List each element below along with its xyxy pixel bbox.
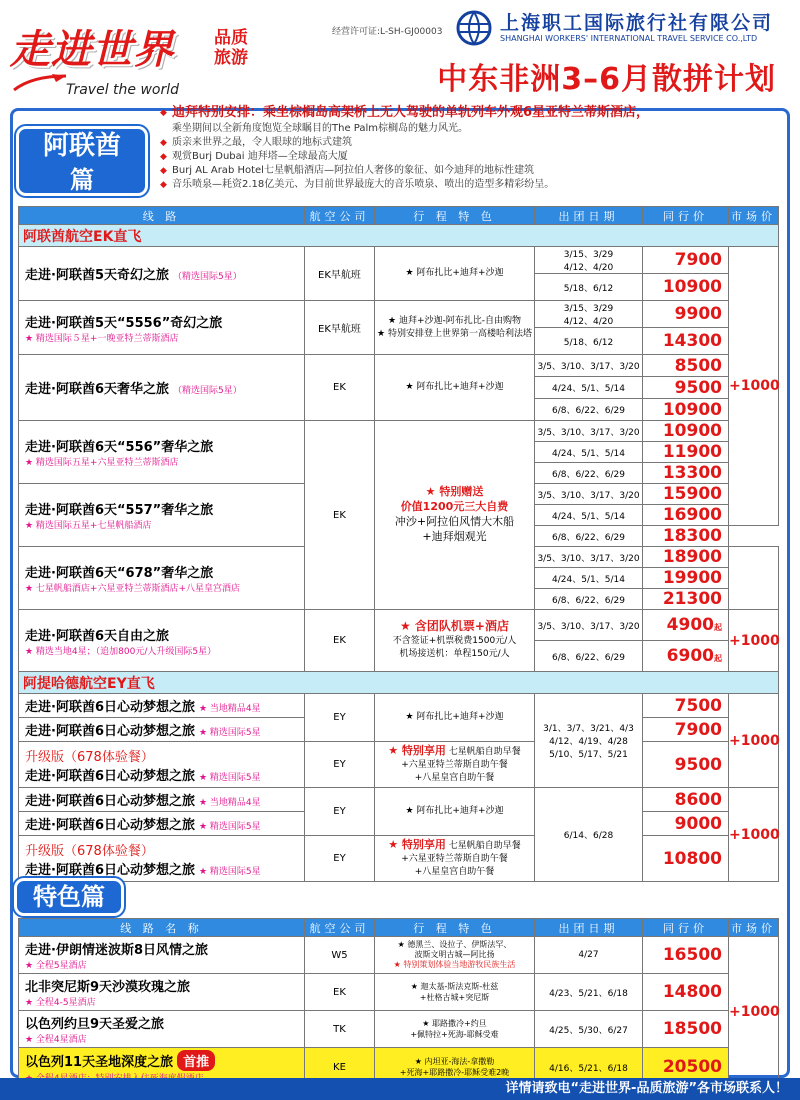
route-cell bbox=[19, 547, 305, 610]
feature-route-table bbox=[18, 918, 779, 1087]
route-cell bbox=[19, 836, 305, 882]
price-value: 4900 bbox=[666, 615, 714, 635]
route-cell bbox=[19, 788, 305, 812]
section-tag-feature: 特色篇 bbox=[14, 878, 124, 916]
date-cell: 4/27 bbox=[535, 937, 643, 974]
route-cell bbox=[19, 974, 305, 1011]
header-itinerary: 行 程 特 色 bbox=[375, 207, 535, 225]
date-cell bbox=[535, 694, 643, 788]
price-cell: 18500 bbox=[643, 1011, 729, 1048]
date-cell: 6/8、6/22、6/29 bbox=[535, 463, 643, 484]
intro-line: ◆ 音乐喷泉—耗资2.18亿美元、为目前世界最庞大的音乐喷泉、喷出的造型多精彩纷呈。 bbox=[160, 178, 790, 192]
itinerary-line: +八星皇宫自助午餐 bbox=[414, 773, 495, 783]
route-cell bbox=[19, 610, 305, 672]
table-header-row bbox=[19, 919, 779, 937]
price-cell: 11900 bbox=[643, 442, 729, 463]
itinerary-cell bbox=[375, 937, 535, 974]
header-departure: 出团日期 bbox=[535, 919, 643, 937]
date-cell: 4/24、5/1、5/14 bbox=[535, 505, 643, 526]
route-name: 以色列11天圣地深度之旅 bbox=[25, 1055, 174, 1070]
recommend-badge: 首推 bbox=[177, 1050, 215, 1071]
price-cell: 10900 bbox=[643, 274, 729, 301]
group-title: 阿联酋航空EK直飞 bbox=[19, 225, 779, 247]
date-cell: 3/5、3/10、3/17、3/20 bbox=[535, 355, 643, 377]
gift-line: 价值1200元三大自费 bbox=[400, 500, 509, 513]
company-name-en: SHANGHAI WORKERS' INTERNATIONAL TRAVEL SERVICE CO.,LTD bbox=[500, 34, 758, 43]
hotel-note: ★ 精选国际5星 bbox=[198, 728, 261, 738]
price-cell: 21300 bbox=[643, 589, 729, 610]
date-cell: 4/24、5/1、5/14 bbox=[535, 442, 643, 463]
logo-subtitle: 品质旅游 bbox=[214, 28, 248, 68]
hotel-note: （精选国际5星） bbox=[172, 386, 242, 396]
route-cell bbox=[19, 812, 305, 836]
route-name: 走进·阿联酋6天“557”奢华之旅 bbox=[25, 503, 214, 518]
date-cell bbox=[535, 301, 643, 328]
itinerary-cell: ★ 阿布扎比+迪拜+沙迦 bbox=[375, 247, 535, 301]
date-cell: 3/5、3/10、3/17、3/20 bbox=[535, 421, 643, 442]
route-cell bbox=[19, 694, 305, 718]
header-route: 线 路 bbox=[19, 207, 305, 225]
itinerary-line: 七星帆船自助早餐 bbox=[448, 841, 521, 851]
route-name: 走进·阿联酋6天“678”奢华之旅 bbox=[25, 566, 214, 581]
table-row bbox=[19, 937, 779, 974]
hotel-note: ★ 全程4-5星酒店 bbox=[25, 998, 96, 1008]
route-name: 走进·阿联酋6日心动梦想之旅 bbox=[25, 700, 195, 715]
group-row-ek bbox=[19, 225, 779, 247]
header-departure: 出团日期 bbox=[535, 207, 643, 225]
date-line: 5/10、5/17、5/21 bbox=[549, 750, 628, 760]
date-cell: 5/18、6/12 bbox=[535, 328, 643, 355]
market-price-cell: +1000 bbox=[729, 937, 779, 1087]
market-price-cell: +1000 bbox=[729, 610, 779, 672]
price-cell: 9900 bbox=[643, 301, 729, 328]
special-meal-label: ★ 特别享用 bbox=[388, 744, 446, 757]
route-name: 走进·阿联酋6天自由之旅 bbox=[25, 628, 169, 644]
route-name: 走进·阿联酋5天奇幻之旅 bbox=[25, 268, 169, 283]
hotel-note: （精选国际5星） bbox=[172, 272, 242, 282]
date-cell: 3/5、3/10、3/17、3/20 bbox=[535, 610, 643, 641]
price-cell: 14800 bbox=[643, 974, 729, 1011]
price-cell: 10900 bbox=[643, 421, 729, 442]
airline-cell: EK bbox=[305, 421, 375, 610]
route-cell bbox=[19, 1011, 305, 1048]
section-tag-uae-line2: 篇 bbox=[70, 166, 94, 194]
route-cell bbox=[19, 301, 305, 355]
table-row bbox=[19, 355, 779, 377]
airline-cell: EK bbox=[305, 974, 375, 1011]
itinerary-line: +迪拜烟观光 bbox=[422, 530, 487, 543]
header-peer-price: 同行价 bbox=[643, 207, 729, 225]
price-cell: 10900 bbox=[643, 399, 729, 421]
date-cell: 4/23、5/21、6/18 bbox=[535, 974, 643, 1011]
itinerary-cell bbox=[375, 974, 535, 1011]
date-line: 4/12、4/19、4/28 bbox=[549, 737, 628, 747]
header-airline: 航空公司 bbox=[305, 207, 375, 225]
intro-line: ◆ 迪拜特别安排：乘坐棕榈岛高架桥上无人驾驶的单轨列车外观6星亚特兰蒂斯酒店， bbox=[160, 104, 790, 122]
header-itinerary: 行 程 特 色 bbox=[375, 919, 535, 937]
intro-highlights bbox=[160, 104, 790, 192]
price-value: 6900 bbox=[666, 646, 714, 666]
price-cell: 16500 bbox=[643, 937, 729, 974]
date-cell: 5/18、6/12 bbox=[535, 274, 643, 301]
itinerary-line: 不含签证+机票税费1500元/人 bbox=[392, 636, 517, 646]
hotel-note: ★ 精选国际５星+一晚亚特兰蒂斯酒店 bbox=[25, 333, 179, 344]
price-cell: 14300 bbox=[643, 328, 729, 355]
route-name: 北非突尼斯9天沙漠玫瑰之旅 bbox=[25, 980, 191, 995]
table-row bbox=[19, 694, 779, 718]
market-price-cell bbox=[729, 547, 779, 610]
airline-cell: EK bbox=[305, 610, 375, 672]
header-peer-price: 同行价 bbox=[643, 919, 729, 937]
header-airline: 航空公司 bbox=[305, 919, 375, 937]
itinerary-cell: ★ 阿布扎比+迪拜+沙迦 bbox=[375, 355, 535, 421]
route-name: 走进·阿联酋6天“556”奢华之旅 bbox=[25, 440, 214, 455]
hotel-note: ★ 精选国际五星+七星帆船酒店 bbox=[25, 521, 152, 531]
license-number: 经营许可证:L-SH-GJ00003 bbox=[332, 27, 443, 37]
date-cell: 4/24、5/1、5/14 bbox=[535, 568, 643, 589]
date-cell: 3/5、3/10、3/17、3/20 bbox=[535, 484, 643, 505]
itinerary-line: ★ 特别策划体验当地游牧民族生活 bbox=[393, 960, 516, 969]
date-cell: 6/14、6/28 bbox=[535, 788, 643, 882]
airplane-swoosh-icon bbox=[12, 72, 68, 94]
itinerary-cell: ★ 阿布扎比+迪拜+沙迦 bbox=[375, 694, 535, 742]
price-cell: 9500 bbox=[643, 742, 729, 788]
itinerary-cell bbox=[375, 610, 535, 672]
price-cell bbox=[643, 641, 729, 672]
upgrade-label: 升级版（678体验餐） bbox=[25, 749, 154, 765]
date-line: 3/15、3/29 bbox=[563, 250, 614, 260]
date-line: 3/15、3/29 bbox=[563, 304, 614, 314]
intro-line: ◆ 质亲来世界之最，令人眼球的地标式建筑 bbox=[160, 136, 790, 150]
itinerary-line: +死海+耶路撒冷-耶稣受难2晚 bbox=[399, 1068, 510, 1077]
price-cell: 18900 bbox=[643, 547, 729, 568]
date-cell: 6/8、6/22、6/29 bbox=[535, 589, 643, 610]
itinerary-line: +六星亚特兰蒂斯自助午餐 bbox=[401, 854, 508, 864]
airline-cell: TK bbox=[305, 1011, 375, 1048]
table-header-row bbox=[19, 207, 779, 225]
itinerary-line: 波斯文明古城—阿比扬 bbox=[414, 950, 495, 959]
route-name: 走进·阿联酋6日心动梦想之旅 bbox=[25, 794, 195, 809]
intro-line: ◆ Burj AL Arab Hotel七星帆船酒店—阿拉伯人奢侈的象征、如今迪拜的地标性建筑 bbox=[160, 164, 790, 178]
price-cell: 7900 bbox=[643, 718, 729, 742]
price-cell: 16900 bbox=[643, 505, 729, 526]
upgrade-label: 升级版（678体验餐） bbox=[25, 843, 154, 859]
route-cell bbox=[19, 484, 305, 547]
date-cell: 4/24、5/1、5/14 bbox=[535, 377, 643, 399]
gift-line: ★ 特别赠送 bbox=[425, 485, 484, 498]
contact-footer: 详情请致电“走进世界-品质旅游”各市场联系人！ bbox=[0, 1078, 800, 1100]
route-name: 以色列约旦9天圣爱之旅 bbox=[25, 1017, 165, 1032]
hotel-note: ★ 全程4星酒店 bbox=[25, 1035, 87, 1045]
itinerary-line: +六星亚特兰蒂斯自助午餐 bbox=[401, 760, 508, 770]
airline-cell: EY bbox=[305, 836, 375, 882]
price-cell: 20500 bbox=[643, 1048, 729, 1087]
logo-text: 走进世界 bbox=[10, 26, 174, 73]
header-route: 线 路 名 称 bbox=[19, 919, 305, 937]
price-cell bbox=[643, 610, 729, 641]
hotel-note: ★ 精选国际5星 bbox=[198, 772, 261, 783]
airline-cell: EK早航班 bbox=[305, 247, 375, 301]
itinerary-line: +八星皇宫自助午餐 bbox=[414, 867, 495, 877]
date-cell: 4/16、5/21、6/18 bbox=[535, 1048, 643, 1087]
page-title: 中东非洲3–6月散拼计划 bbox=[437, 62, 776, 97]
date-cell bbox=[535, 247, 643, 274]
price-suffix: 起 bbox=[714, 654, 722, 663]
itinerary-line: ★ 迦太基-斯法克斯-杜兹 bbox=[410, 982, 499, 991]
itinerary-line: ★ 德黑兰、设拉子、伊斯法罕、 bbox=[397, 940, 512, 949]
itinerary-line: +杜格古城+突尼斯 bbox=[419, 993, 490, 1002]
hotel-note: ★ 精选当地4星；（追加800元/人升级国际5星） bbox=[25, 646, 217, 657]
market-price-cell: +1000 bbox=[729, 788, 779, 882]
itinerary-line: ★ 迪拜+沙迦-阿布扎比-自由购物 bbox=[388, 315, 521, 326]
group-title: 阿提哈德航空EY直飞 bbox=[19, 672, 779, 694]
route-name: 走进·阿联酋6天奢华之旅 bbox=[25, 382, 169, 397]
price-cell: 8600 bbox=[643, 788, 729, 812]
airline-cell: KE bbox=[305, 1048, 375, 1087]
itinerary-cell bbox=[375, 836, 535, 882]
date-cell: 6/8、6/22、6/29 bbox=[535, 526, 643, 547]
company-name: 上海职工国际旅行社有限公司 bbox=[500, 12, 774, 34]
table-row bbox=[19, 247, 779, 274]
date-line: 3/1、3/7、3/21、4/3 bbox=[543, 724, 634, 734]
airline-cell: EY bbox=[305, 742, 375, 788]
table-row bbox=[19, 1011, 779, 1048]
price-cell: 9000 bbox=[643, 812, 729, 836]
uae-route-table bbox=[18, 206, 779, 882]
hotel-note: ★ 精选国际5星 bbox=[198, 822, 261, 832]
table-row bbox=[19, 974, 779, 1011]
date-cell: 6/8、6/22、6/29 bbox=[535, 641, 643, 672]
section-tag-uae-line1: 阿联酋 bbox=[42, 131, 121, 161]
table-row bbox=[19, 421, 779, 442]
route-name: 走进·阿联酋6日心动梦想之旅 bbox=[25, 768, 195, 784]
company-globe-icon bbox=[456, 10, 492, 46]
price-cell: 7500 bbox=[643, 694, 729, 718]
date-cell: 3/5、3/10、3/17、3/20 bbox=[535, 547, 643, 568]
logo-english: Travel the world bbox=[66, 82, 180, 98]
hotel-note: ★ 当地精品4星 bbox=[198, 798, 261, 808]
market-price-cell: +1000 bbox=[729, 247, 779, 526]
route-cell bbox=[19, 718, 305, 742]
intro-line: 乘坐期间以全新角度饱览全球瞩目的The Palm棕榈岛的魅力风光。 bbox=[172, 123, 469, 134]
itinerary-line: 七星帆船自助早餐 bbox=[448, 747, 521, 757]
date-line: 4/12、4/20 bbox=[563, 263, 614, 273]
itinerary-line: 冲沙+阿拉伯风情大木船 bbox=[394, 515, 515, 528]
market-price-cell: +1000 bbox=[729, 694, 779, 788]
route-cell bbox=[19, 742, 305, 788]
route-name: 走进·伊朗情迷波斯8日风情之旅 bbox=[25, 943, 208, 958]
route-cell bbox=[19, 421, 305, 484]
price-cell: 7900 bbox=[643, 247, 729, 274]
airline-cell: W5 bbox=[305, 937, 375, 974]
route-cell bbox=[19, 355, 305, 421]
table-row bbox=[19, 742, 779, 788]
itinerary-cell bbox=[375, 301, 535, 355]
price-cell: 13300 bbox=[643, 463, 729, 484]
special-meal-label: ★ 特别享用 bbox=[388, 838, 446, 851]
table-row bbox=[19, 301, 779, 328]
package-highlight: ★ 含团队机票+酒店 bbox=[400, 619, 509, 633]
itinerary-cell bbox=[375, 421, 535, 610]
route-cell bbox=[19, 247, 305, 301]
itinerary-line: ★ 特别安排登上世界第一高楼哈利法塔 bbox=[377, 328, 532, 339]
table-row bbox=[19, 788, 779, 812]
route-name: 走进·阿联酋6日心动梦想之旅 bbox=[25, 724, 195, 739]
date-cell: 6/8、6/22、6/29 bbox=[535, 399, 643, 421]
itinerary-cell: ★ 阿布扎比+迪拜+沙迦 bbox=[375, 788, 535, 836]
route-name: 走进·阿联酋5天“5556”奇幻之旅 bbox=[25, 315, 223, 331]
itinerary-cell bbox=[375, 742, 535, 788]
itinerary-line: ★ 耶路撒冷+约旦 bbox=[422, 1019, 487, 1028]
hotel-note: ★ 精选国际五星+六星亚特兰蒂斯酒店 bbox=[25, 458, 179, 468]
hotel-note: ★ 七星帆船酒店+六星亚特兰蒂斯酒店+八星皇宫酒店 bbox=[25, 584, 241, 594]
header-market-price: 市场价 bbox=[729, 207, 779, 225]
route-name: 走进·阿联酋6日心动梦想之旅 bbox=[25, 818, 195, 833]
price-cell: 15900 bbox=[643, 484, 729, 505]
itinerary-line: ★ 内坦亚-海法-拿撒勒 bbox=[414, 1057, 495, 1066]
hotel-note: ★ 当地精品4星 bbox=[198, 704, 261, 714]
route-cell bbox=[19, 937, 305, 974]
date-line: 4/12、4/20 bbox=[563, 317, 614, 327]
price-suffix: 起 bbox=[714, 623, 722, 632]
airline-cell: EK bbox=[305, 355, 375, 421]
brand-logo bbox=[4, 8, 364, 100]
itinerary-line: +佩特拉+死海-耶稣受难 bbox=[410, 1030, 499, 1039]
price-cell: 10800 bbox=[643, 836, 729, 882]
airline-cell: EY bbox=[305, 694, 375, 742]
intro-line: ◆ 观赏Burj Dubai 迪拜塔—全球最高大厦 bbox=[160, 150, 790, 164]
table-row bbox=[19, 836, 779, 882]
table-row bbox=[19, 610, 779, 641]
price-cell: 18300 bbox=[643, 526, 729, 547]
itinerary-line: 机场接送机：单程150元/人 bbox=[399, 649, 510, 659]
group-row-ey bbox=[19, 672, 779, 694]
price-cell: 19900 bbox=[643, 568, 729, 589]
price-cell: 9500 bbox=[643, 377, 729, 399]
price-cell: 8500 bbox=[643, 355, 729, 377]
header-market-price: 市场价 bbox=[729, 919, 779, 937]
route-name: 走进·阿联酋6日心动梦想之旅 bbox=[25, 862, 195, 878]
hotel-note: ★ 精选国际5星 bbox=[198, 866, 261, 877]
date-cell: 4/25、5/30、6/27 bbox=[535, 1011, 643, 1048]
airline-cell: EK早航班 bbox=[305, 301, 375, 355]
hotel-note: ★ 全程5星酒店 bbox=[25, 961, 87, 971]
itinerary-cell bbox=[375, 1011, 535, 1048]
section-tag-uae bbox=[16, 126, 148, 196]
airline-cell: EY bbox=[305, 788, 375, 836]
